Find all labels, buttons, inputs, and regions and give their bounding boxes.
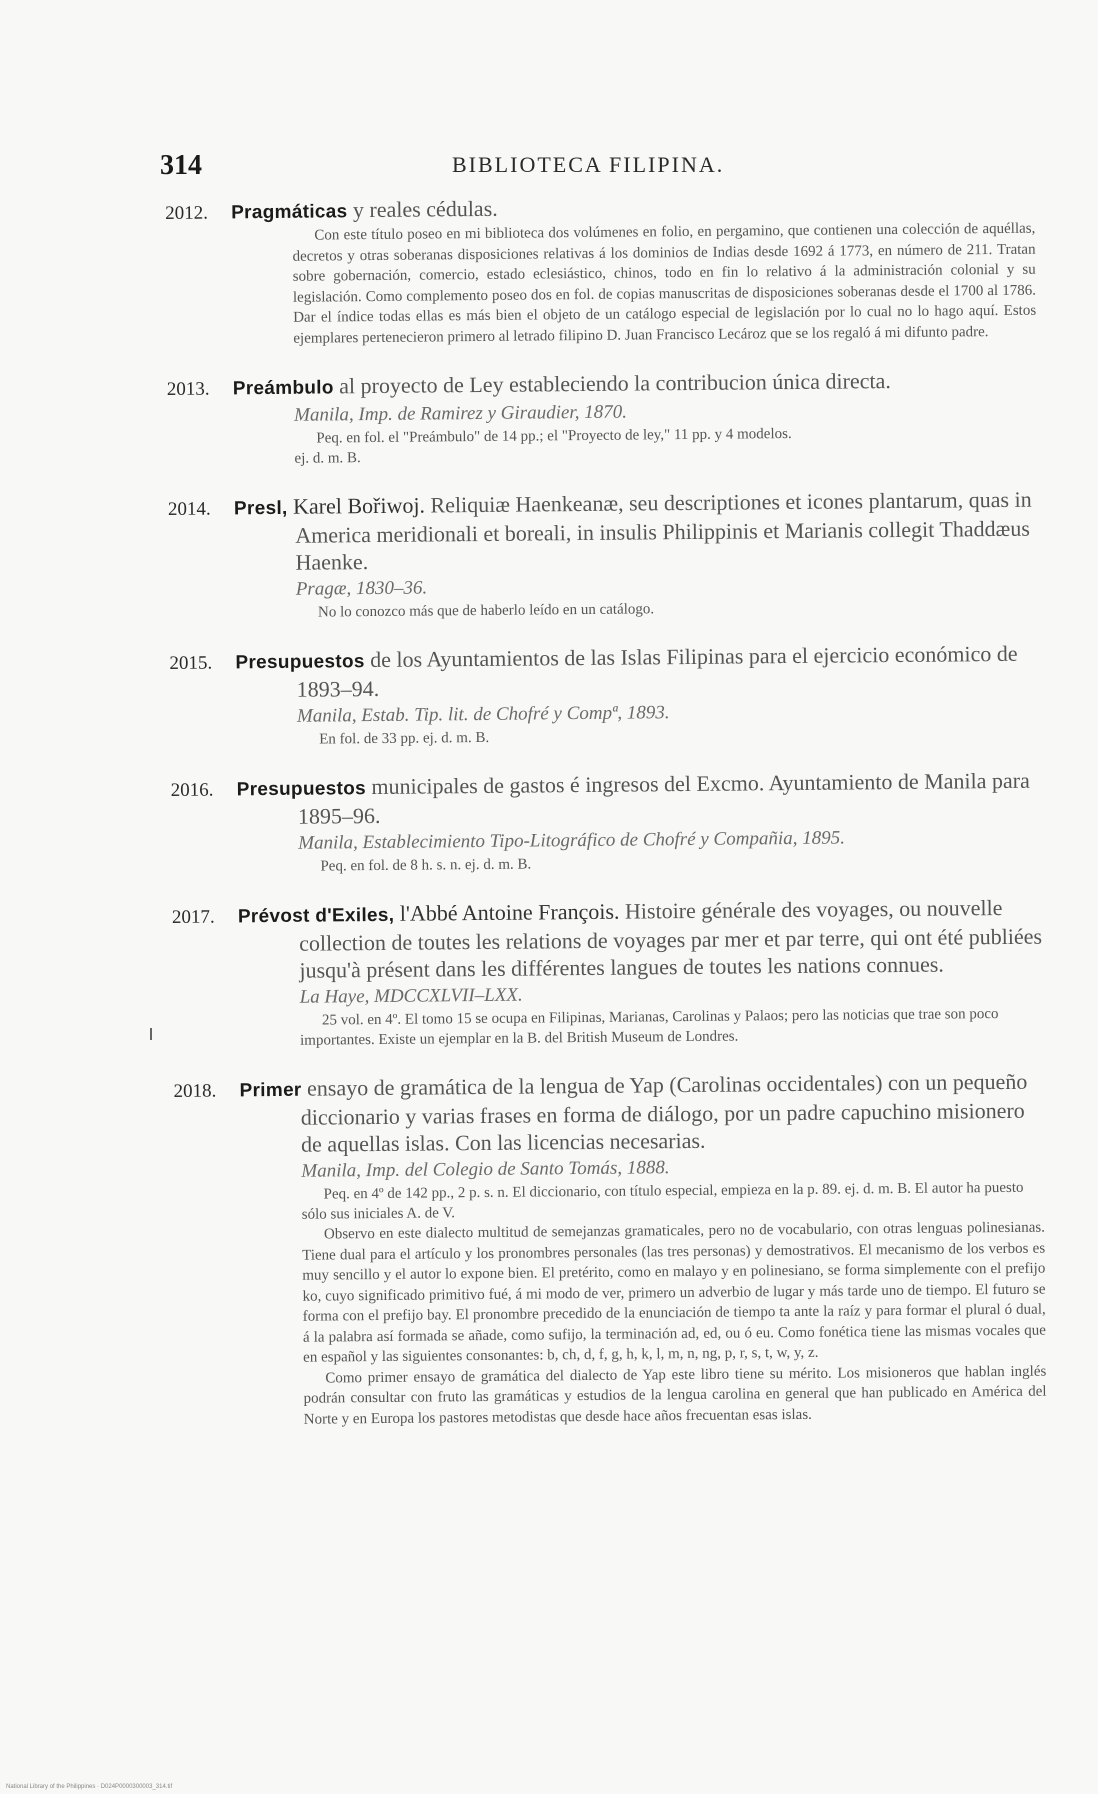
entry-keyword: Presupuestos: [236, 778, 367, 801]
entry-keyword: Prévost d'Exiles,: [237, 904, 395, 928]
entry-note: En fol. de 33 pp. ej. d. m. B.: [319, 729, 490, 748]
entry-heading: [172, 894, 1043, 985]
entry-keyword: Preámbulo: [232, 377, 334, 400]
entry-number: 2017.: [171, 906, 215, 928]
entry-imprint: Manila, Estab. Tip. lit. de Chofré y Compª, 1893.: [296, 702, 670, 727]
entry-keyword: Primer: [239, 1079, 302, 1102]
entry-imprint: Manila, Establecimiento Tipo-Litográfico de Chofré y Compañia, 1895.: [298, 827, 846, 854]
entry-commentary: Con este título poseo en mi biblioteca dos volúmenes en folio, en pergamino, que contienen una colección de aquéllas, decretos y otras soberanas disposiciones relativas á los dominios de Indias desde 1692 á 1773, en número de 211. Tratan sobre gobernación, comercio, estado eclesiástico, chinos, todo en fin lo relativo á la administración colonial y su legislación. Como complemento poseo dos en fol. de copias manuscritas de disposiciones soberanas desde el 1700 al 1786. Dar el índice todas ellas es más bien el objeto de un catálogo especial de legislación por lo cual no lo hago aquí. Estos ejemplares pertenecieron primero al letrado filipino D. Juan Francisco Lecároz que se los regaló á mi difunto padre.: [292, 220, 1037, 347]
entry-2017: [172, 894, 1043, 1052]
entry-2016: [171, 767, 1042, 878]
entry-number: 2015.: [169, 652, 213, 674]
entry-2018: [173, 1068, 1046, 1431]
entry-2015: [169, 640, 1040, 751]
entry-2014: [168, 486, 1039, 624]
entry-number: 2014.: [167, 498, 211, 520]
entry-2013: [167, 366, 1038, 470]
entry-note: Peq. en fol. de 8 h. s. n. ej. d. m. B.: [320, 856, 532, 875]
entry-commentary: Observo en este dialecto multitud de semejanzas gramaticales, pero no de vocabulario, con otras lenguas polinesianas. Tiene dual para el artículo y los pronombres personales (las tres personas) y demostrativos. El mecanismo de los verbos es muy sencillo y el autor lo expone bien. El pretérito, como en malayo y en polinesiano, se forma simplemente con el prefijo ko, cuyo significado primitivo fué, á mi modo de ver, primero un adverbio de lugar y más tarde uno de tiempo. El futuro se forma con el prefijo bay. El pronombre precedido de la enunciación de tiempo ta ante la raíz y para formar el plural ó dual, á la palabra así formada se añade, como sufijo, la terminación ad, ed, ou ó eu. Como fonética tiene las mismas vocales que en español y las siguientes consonantes: b, ch, d, f, g, h, k, l, m, n, ng, p, r, s, t, w, y, z.: [302, 1219, 1046, 1366]
entry-title: y reales cédulas.: [347, 195, 498, 223]
entry-imprint: Manila, Imp. del Colegio de Santo Tomás, 1888.: [301, 1157, 670, 1182]
entry-heading: [171, 767, 1041, 831]
entry-note: ej. d. m. B.: [294, 450, 361, 467]
entry-title: de los Ayuntamientos de las Islas Filipinas para el ejercicio económico de 1893–94.: [296, 640, 1018, 702]
entry-keyword: Presl,: [233, 497, 288, 520]
page-header: [160, 150, 940, 190]
entry-title: Reliquiæ Haenkeanæ, seu descriptiones et icones plantarum, quas in America meridionali et boreali, in insulis Philippinis et Marianis collegit Thaddæus Haenke.: [295, 486, 1032, 575]
entry-imprint: Manila, Imp. de Ramirez y Giraudier, 1870.: [293, 401, 628, 426]
entry-2012: [165, 190, 1036, 350]
entry-imprint: La Haye, MDCCXLVII–LXX.: [299, 984, 523, 1008]
entry-heading: [173, 1068, 1044, 1159]
entry-note: Peq. en 4º de 142 pp., 2 p. s. n. El diccionario, con título especial, empieza en la p. 89. ej. d. m. B. El autor ha puesto sólo sus iniciales A. de V.: [301, 1179, 1024, 1223]
entry-heading: [169, 640, 1039, 704]
entry-list: [165, 190, 1047, 1455]
scan-credit: National Library of the Philippines · D024P0000300003_314.tif: [6, 1784, 173, 1790]
entry-number: 2018.: [173, 1080, 217, 1102]
entry-number: 2016.: [170, 779, 214, 801]
entry-heading: [168, 486, 1039, 577]
entry-number: 2012.: [165, 202, 208, 224]
entry-title: al proyecto de Ley estableciendo la contribucion única directa.: [333, 368, 891, 399]
entry-note: 25 vol. en 4º. El tomo 15 se ocupa en Filipinas, Marianas, Carolinas y Palaos; pero las noticias que trae son poco importantes. Existe un ejemplar en la B. del British Museum de Londres.: [300, 1006, 999, 1049]
entry-author-name: l'Abbé Antoine François.: [394, 898, 620, 926]
entry-imprint: Pragæ, 1830–36.: [295, 577, 428, 600]
entry-author-name: Karel Bořiwoj.: [287, 492, 426, 519]
entry-number: 2013.: [166, 378, 210, 400]
running-title: BIBLIOTECA FILIPINA.: [452, 152, 725, 177]
entry-note: No lo conozco más que de haberlo leído en un catálogo.: [317, 601, 655, 621]
page-number: 314: [160, 150, 202, 181]
entry-keyword: Pragmáticas: [231, 201, 348, 224]
entry-title: Histoire générale des voyages, ou nouvelle collection de toutes les relations de voyages par mer et par terre, qui ont été publiées jusqu'à présent dans les différentes langues de toutes les nations connues.: [299, 894, 1043, 983]
entry-title: municipales de gastos é ingresos del Excmo. Ayuntamiento de Manila para 1895–96.: [297, 767, 1030, 829]
entry-title: ensayo de gramática de la lengua de Yap (Carolinas occidentales) con un pequeño diccionario y varias frases en forma de diálogo, por un padre capuchino misionero de aquellas islas. Con las licencias necesarias.: [300, 1068, 1028, 1157]
entry-note: Peq. en fol. el "Preámbulo" de 14 pp.; el "Proyecto de ley," 11 pp. y 4 modelos.: [316, 425, 792, 447]
entry-keyword: Presupuestos: [235, 651, 365, 674]
entry-commentary: Como primer ensayo de gramática del dialecto de Yap este libro tiene su mérito. Los misioneros que hablan inglés podrán consultar con fruto las gramáticas y estudios de la lengua carolina en general que han publicado en América del Norte y en Europa los pastores metodistas que desde hace años frecuentan esas islas.: [303, 1363, 1047, 1428]
margin-mark: [150, 1028, 152, 1040]
